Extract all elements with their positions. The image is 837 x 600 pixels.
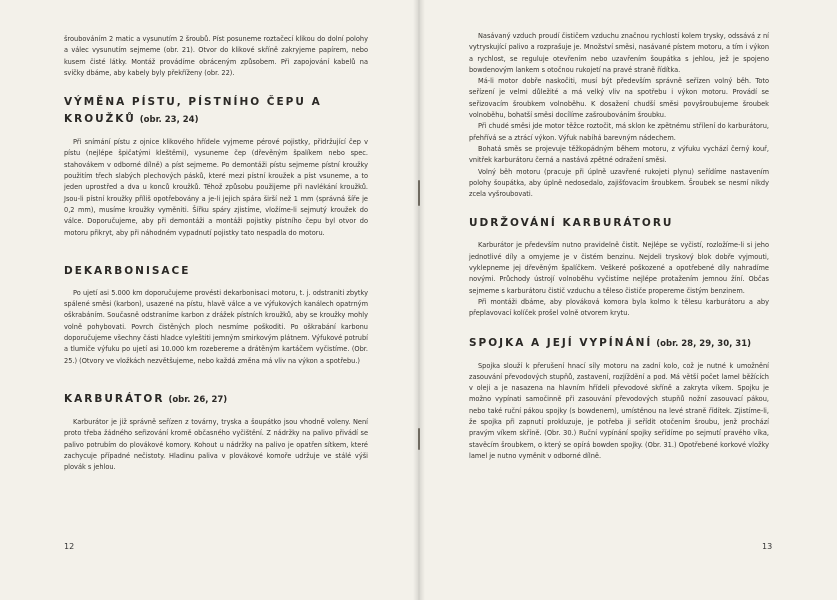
heading-carburettor-maintenance: UDRŽOVÁNÍ KARBURÁTORU bbox=[469, 217, 674, 230]
paragraph-maintenance: Karburátor je především nutno pravidelně čistit. Nejlépe se vyčistí, rozložíme-li si jeho jednotlivé díly a omyjeme je v čistém benzinu. Nejdeli tryskový blok dobře vyjmouti, vyklepneme jej dřevěným špalíčkem. Veškeré poškozené a opotřebené díly nahradíme novými. Průchody ústrojí volnoběhu vyčistíme nejlépe protažením jemnou žíní. Občas sejmeme s karburátoru čistič vzduchu a těleso čističe propereme čistým benzinem. bbox=[469, 241, 769, 295]
figure-reference: (obr. 28, 29, 30, 31) bbox=[656, 338, 752, 349]
left-page bbox=[0, 0, 418, 600]
heading-clutch bbox=[469, 335, 769, 353]
figure-reference: (obr. 23, 24) bbox=[139, 115, 199, 126]
right-page bbox=[419, 0, 837, 600]
paragraph-clutch: Spojka slouží k přerušení hnací síly motoru na zadní kolo, což je nutné k umožnění zasouvání převodových stupňů, zastavení, rozjíždění a pod. Má větší počet lamel běžících v oleji a je nasazena na hlavním hřídeli převodové skříně a zakryta víkem. Spojku je možno vypínati samočinně při zasouvání převodových stupňů nožní zasouvací pákou, nebo také ruční pákou spojky (s bowdenem), umístěnou na levé straně řídítek. Zjistíme-li, že spojka při zapnutí prokluzuje, je potřeba ji seřídit otočením šroubu, jenž prochází pravým víkem skříně. (Obr. 30.) Ruční vypínání spojky seřídíme po sejmutí pravého víka, stavěcím šroubkem, o který se opírá bowden spojky. (Obr. 31.) Opotřebené korkové vložky lamel je nutno vyměnit v odborné dílně. bbox=[469, 361, 769, 460]
heading-decarbonisation: DEKARBONISACE bbox=[64, 264, 191, 277]
heading-carburettor bbox=[64, 391, 368, 409]
paragraph-air-flow: Nasávaný vzduch proudí čističem vzduchu značnou rychlostí kolem trysky, odssává z ní vytryskující palivo a rozprašuje je. Množství směsi, nasávané pístem motoru, a tím i výkon a rychlost, se reguluje otevřením nebo uzavřením šoupátka s jehlou, jež je spojeno bowdenovým lankem s otočnou rukojetí na pravé straně řídítka. bbox=[469, 32, 769, 74]
intro-paragraph: šroubováním 2 matic a vysunutím 2 šroubů. Píst posuneme roztačecí klikou do dolní polohy a válec vysunutím sejmeme (obr. 21). Otvor do klikové skříně zakryjeme papírem, nebo kusem čisté látky. Montáž provádíme obráceným způsobem. Při zapojování kabelů na svíčky dbáme, aby kabely byly překříženy (obr. 22). bbox=[64, 35, 368, 77]
heading-line-1: VÝMĚNA PÍSTU, PÍSTNÍHO ČEPU A bbox=[64, 96, 322, 109]
paragraph-idle-setting: Má-li motor dobře naskočiti, musí být především správně seřízen volný běh. Toto seřízení je velmi důležité a má velký vliv na spotřebu i výkon motoru. Provádí se seřizovacím šroubkem volnoběhu. K dosažení chudší směsi povyšroubujeme šroubek volnoběhu, bohatší směsi docílíme zašroubováním šroubku. bbox=[469, 77, 769, 120]
paragraph-rich-mixture: Bohatá směs se projevuje těžkopádným během motoru, z výfuku vychází černý kouř, vnitřek karburátoru černá a nastává zpětné odražení směsi. bbox=[469, 144, 769, 165]
paragraph-lean-mixture: Při chudé směsi jde motor těžce roztočit, má sklon ke zpětnému střílení do karburátoru, přehřívá se a ztrácí výkon. Výfuk nabíhá barevným nádechem. bbox=[469, 122, 769, 142]
figure-reference: (obr. 26, 27) bbox=[168, 394, 228, 405]
heading-piston-replacement bbox=[64, 94, 368, 129]
paragraph-assembly: Při montáži dbáme, aby plováková komora byla kolmo k tělesu karburátoru a aby přeplavovací kolíček prošel volně otvorem krytu. bbox=[469, 297, 769, 318]
left-page-content bbox=[64, 34, 368, 473]
heading-carburettor-text: KARBURÁTOR bbox=[64, 392, 165, 405]
paragraph-idle-run: Volný běh motoru (pracuje při úplně uzavřené rukojeti plynu) seřídíme nastavením polohy šoupátka, aby úplně nedosedalo, zajišťovacím šroubkem. Šroubek se nesmí nikdy zcela vyšroubovati. bbox=[469, 167, 769, 199]
heading-clutch-text: SPOJKA A JEJÍ VYPÍNÁNÍ bbox=[469, 336, 653, 349]
page-number-right: 13 bbox=[762, 542, 773, 551]
right-page-content bbox=[469, 31, 769, 462]
paragraph-decarbonisation: Po ujetí asi 5.000 km doporučujeme provésti dekarbonisaci motoru, t. j. odstraniti zbytky spálené směsi (karbon), usazené na pístu, hlavě válce a ve výfukových kanálech opatrným oškrabáním. Současně odstraníme karbon z drážek pístních kroužků, aby se kroužky mohly volně pohybovati. Povrch čistěných ploch nesmíme poškoditi. Po oškrabání karbonu doporučujeme všechny části hladce vyleštiti jemným smirkovým plátnem. Výfukové potrubí a tlumiče výfuku po ujetí asi 10.000 km rozebereme a drátěným kartáčem vyčistíme. (Obr. 25.) (Otvory ve vložkách nezvětšujeme, nebo každá změna má vliv na výkon a spotřebu.) bbox=[64, 288, 368, 365]
page-number-left: 12 bbox=[64, 542, 75, 551]
heading-line-2: KROUŽKŮ bbox=[64, 113, 136, 126]
paragraph-piston: Při snímání pístu z ojnice klikového hřídele vyjmeme pérové pojistky, přidržující čep v pístu (nejlépe špičatými kleštěmi), vysuneme čep (dřevěným špalíkem nebo spec. stahovákem v odborné dílně) a píst sejmeme. Po demontáži pístu sejmeme pístní kroužky použitím třech slabých plechových pásků, které mezi pístní kroužek a píst vsuneme, a to jeden uprostřed a dva u konců kroužků. Téhož způsobu použijeme při navlékání kroužků. Jsou-li pístní kroužky příliš opotřebovány a je-li jejich spára širší než 1 mm (správná šíře je 0,2 mm), musíme kroužky vyměniti. Šířku spáry zjistíme, vložíme-li sejmutý kroužek do válce. Doporučujeme, aby při demontáži a montáži pojistky pístního čepu byl otvor do motoru přikryt, aby při náhodném vypadnutí pojistky tato nespadla do motoru. bbox=[64, 138, 368, 237]
paragraph-carburettor: Karburátor je již správně seřízen z továrny, tryska a šoupátko jsou vhodně voleny. Není proto třeba žádného seřizování kromě občasného vyčištění. Z nádržky na palivo přivádí se palivo potrubím do plovákové komory. Kohout u nádržky na palivo je opatřen sítkem, které zachycuje případné nečistoty. Hladinu paliva v plovákové komoře udržuje ve stálé výši plovák s jehlou. bbox=[64, 417, 368, 472]
